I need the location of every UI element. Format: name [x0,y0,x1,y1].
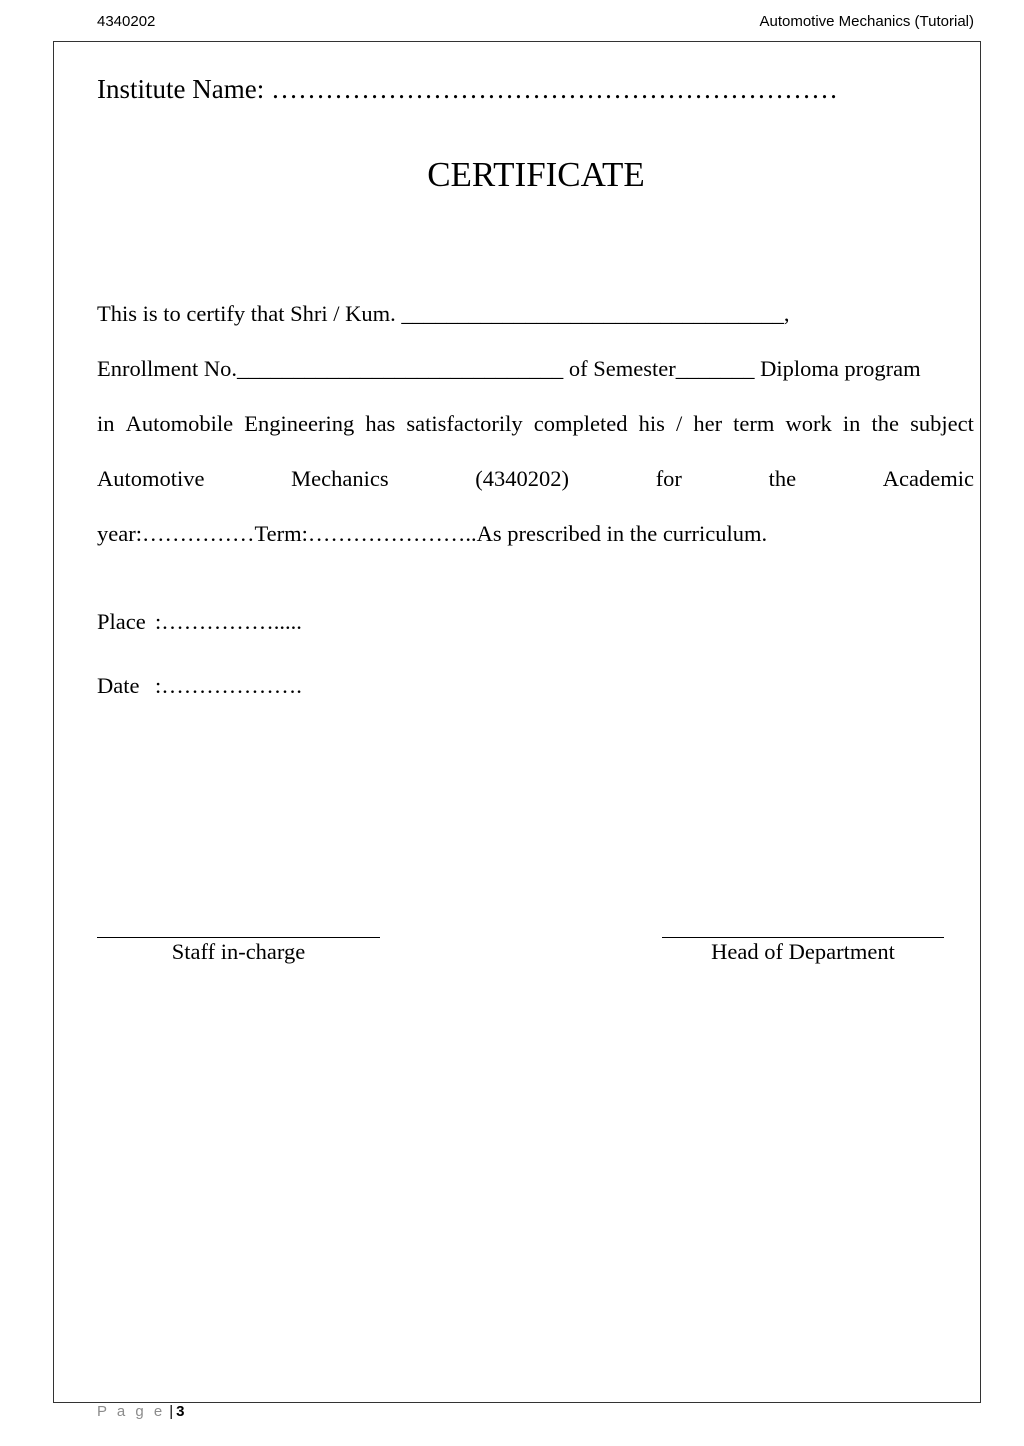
page-border [53,41,981,1403]
subject-word: Mechanics [291,466,389,491]
completion-word: / [675,411,683,436]
completion-word: term [733,411,775,436]
certify-line-subject [97,466,974,492]
completion-word: subject [910,411,974,436]
subject-word: for [655,466,682,491]
completion-word: Engineering [244,411,355,436]
certify-line-term: year:……………Term:…………………..As prescribed in the curriculum. [97,521,768,546]
subject-word: Automotive [97,466,205,491]
place-field [97,609,302,635]
completion-word: his [638,411,665,436]
staff-signature-label: Staff in-charge [171,939,306,964]
completion-word: satisfactorily [406,411,523,436]
institute-name-field: Institute Name: ……………………………………………………… [97,74,838,104]
page-label: P a g e [97,1403,166,1420]
subject-word: Academic [882,466,974,491]
hod-signature-label: Head of Department [711,939,895,964]
staff-signature-line [97,937,380,938]
hod-signature-line [662,937,944,938]
completion-word: has [365,411,396,436]
completion-word: work [785,411,832,436]
date-value: :………………. [155,673,302,698]
completion-word: completed [533,411,628,436]
subject-word: (4340202) [475,466,570,491]
completion-word: in [97,411,115,436]
date-label: Date [97,673,140,698]
completion-word: Automobile [125,411,234,436]
certify-line-name: This is to certify that Shri / Kum. __________________________________, [97,301,790,326]
date-field [97,673,302,699]
header-document-code: 4340202 [97,13,156,30]
subject-word: the [768,466,797,491]
header-subject-title: Automotive Mechanics (Tutorial) [759,13,974,30]
place-value: :……………..... [155,609,302,634]
certify-line-completion [97,411,974,437]
place-label: Place [97,609,146,634]
page-number: 3 [176,1403,185,1420]
page-footer [97,1403,185,1420]
certificate-title: CERTIFICATE [427,155,645,194]
completion-word: her [693,411,723,436]
completion-word: in [842,411,861,436]
page-separator: | [169,1403,174,1420]
completion-word: the [871,411,899,436]
certify-line-enrollment: Enrollment No._____________________________ of Semester_______ Diploma program [97,356,921,381]
